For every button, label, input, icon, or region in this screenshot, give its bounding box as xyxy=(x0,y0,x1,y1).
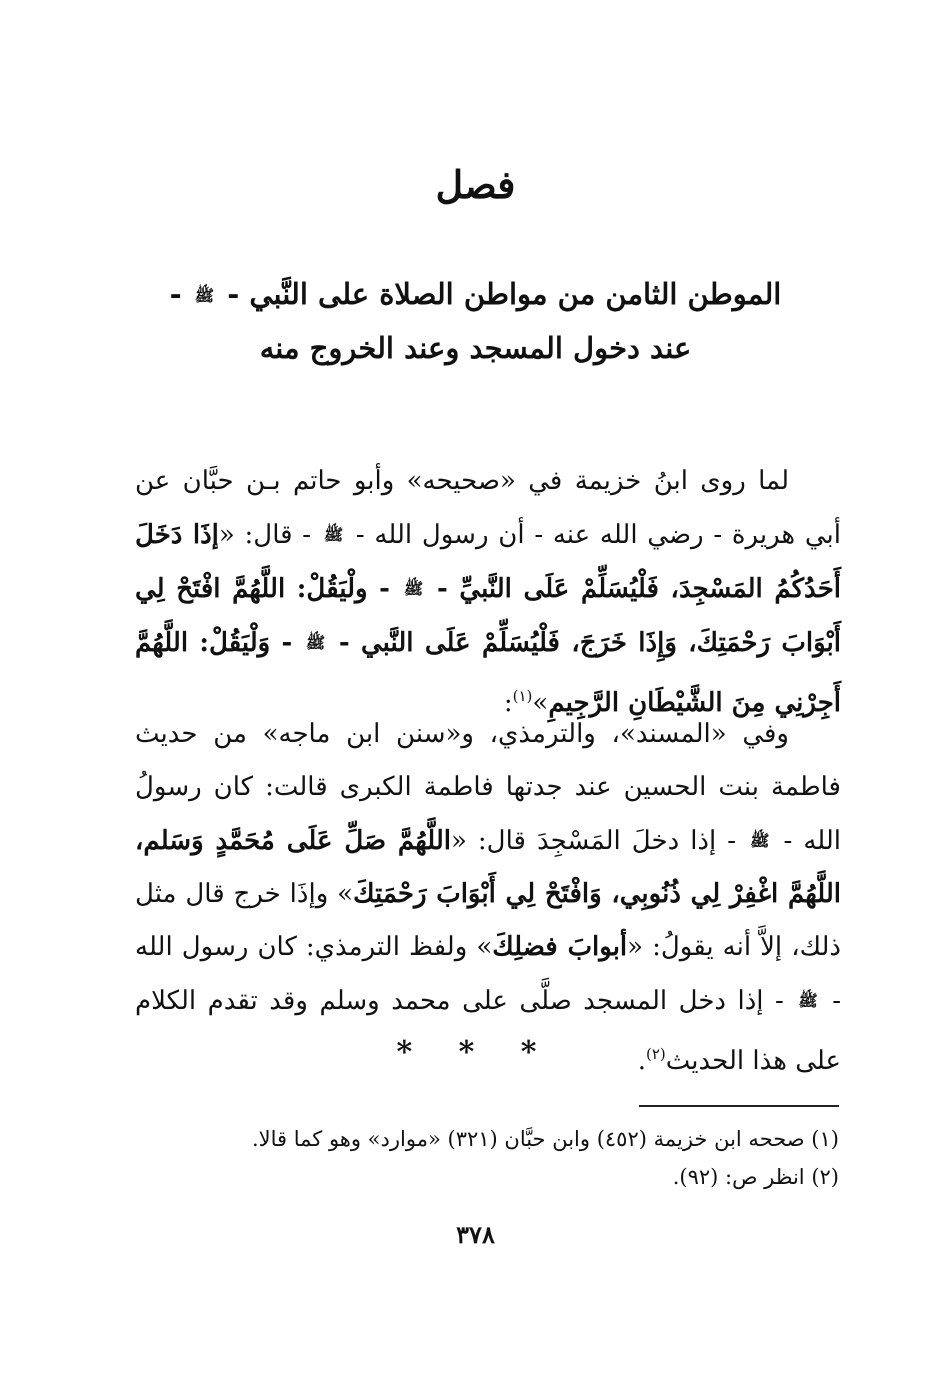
p2-intro: وفي «المسند»، والترمذي، و«سنن ابن ماجه» من حديث فاطمة بنت الحسين عند جدتها فاطمة الكبرى قالت: كان رسولُ الله - xyxy=(135,719,842,856)
sallallah-glyph: ﷺ xyxy=(403,579,424,598)
p1-said: - قال: « xyxy=(218,520,312,550)
hadith-text: اللَّهُمَّ صَلِّ عَلَى مُحَمَّدٍ وَسَلم، اللَّهُمَّ اغْفِرْ لِي ذُنُوبِي، وَافْتَحْ لِي أَبْوَابَ رَحْمَتِكَ xyxy=(135,826,841,909)
hadith-text: إذَا دَخَلَ أَحَدُكُمُ المَسْجِدَ، فَلْيُسَلِّمْ عَلَى النَّبيِّ - xyxy=(135,520,842,604)
p1-end: : xyxy=(503,688,513,718)
p2-said: - إذا دخلَ المَسْجِدَ قال: « xyxy=(450,826,737,856)
footnotes xyxy=(120,1120,839,1196)
sallallah-glyph: ﷺ xyxy=(305,633,326,652)
sallallah-glyph: ﷺ xyxy=(323,525,344,544)
footnote-2: (٢) انظر ص: (٩٢). xyxy=(672,1165,839,1189)
sallallah-glyph: ﷺ xyxy=(750,831,770,850)
section-heading xyxy=(160,268,791,374)
footnote-1: (١) صححه ابن خزيمة (٤٥٢) وابن حبَّان (٣٢١) «موارد» وهو كما قالا. xyxy=(251,1127,839,1151)
p2-end: . xyxy=(637,1046,646,1076)
quote-close: » xyxy=(532,688,549,718)
section-heading-dash: - xyxy=(169,277,182,311)
paragraph-1 xyxy=(135,455,841,730)
section-separator: * * * xyxy=(396,1035,555,1070)
p2-tirmidhi: » ولفظ الترمذي: كان رسول الله - xyxy=(135,932,842,1016)
p1-intro: لما روى ابنُ خزيمة في «صحيحه» وأبو حاتم بـن حبَّان عن أبي هريرة - رضي الله عنه - أن رسول الله - xyxy=(135,466,842,550)
sallallah-glyph: ﷺ xyxy=(798,991,818,1010)
sallallah-glyph: ﷺ xyxy=(194,286,215,305)
paragraph-2 xyxy=(135,708,841,1088)
hadith-text: - ولْيَقُلْ: اللَّهُمَّ افْتَحْ لِي أَبْوَابَ رَحْمَتِكَ، وَإِذَا خَرَجَ، فَلْيُسَلِّمْ عَلَى النَّبي - xyxy=(135,574,842,658)
p2-closing: - إذا دخل المسجد صلَّى على محمد وسلم وقد تقدم الكلام على هذا الحديث xyxy=(135,986,841,1076)
p2-exit: » وإذَا خرج قال مثل ذلك، إلاَّ أنه يقولُ: « xyxy=(135,879,842,962)
page-number: ٣٧٨ xyxy=(456,1220,495,1249)
footnote-rule xyxy=(639,1105,839,1107)
chapter-title: فصل xyxy=(435,162,516,207)
hadith-text: أبوابَ فضلِكَ xyxy=(492,932,628,962)
footnote-reference: (٢) xyxy=(645,1045,666,1063)
section-heading-line2: عند دخول المسجد وعند الخروج منه xyxy=(259,331,692,365)
footnote-reference: (١) xyxy=(512,687,533,705)
section-heading-line1: الموطن الثامن من مواطن الصلاة على النَّبي - xyxy=(227,277,782,311)
hadith-text: - وَلْيَقُلْ: اللَّهُمَّ أَجِرْنِي مِنَ الشَّيْطَانِ الرَّجِيمِ xyxy=(135,628,841,718)
